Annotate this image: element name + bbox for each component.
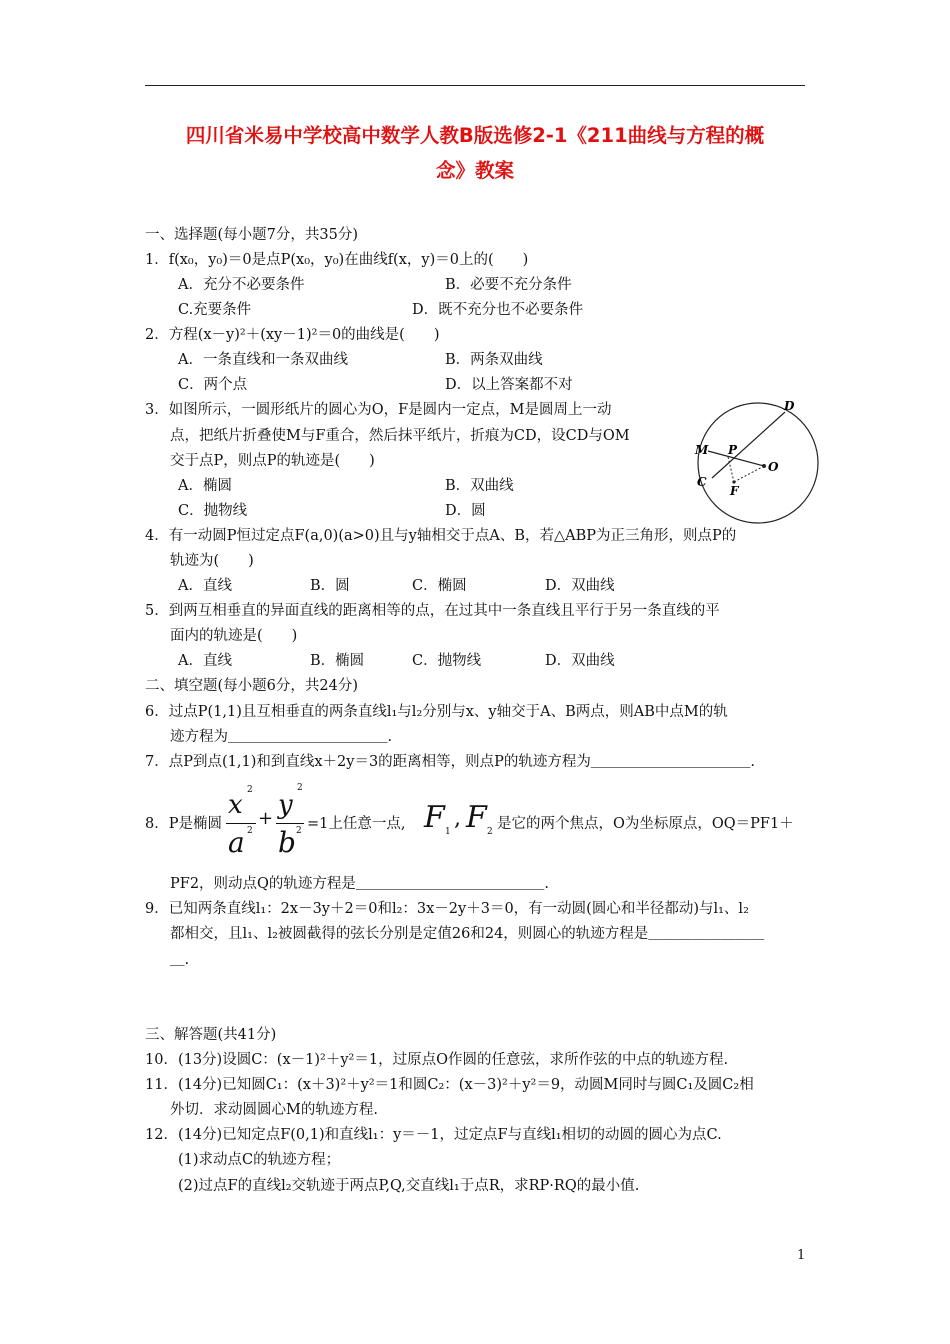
q4-option-c: C．椭圆 [412, 578, 467, 594]
q6-line1: 6．过点P(1,1)且互相垂直的两条直线l₁与l₂分别与x、y轴交于A、B两点，则AB中点M的轨 [145, 704, 728, 720]
fig-line-fo [734, 466, 764, 482]
page-number: 1 [797, 1248, 806, 1263]
q10-text: 10．(13分)设圆C：(x－1)²＋y²＝1，过原点O作圆的任意弦，求所作弦的中点的轨迹方程. [145, 1052, 729, 1068]
section2-heading: 二、填空题(每小题6分，共24分) [145, 678, 358, 694]
q3-line1: 3．如图所示，一圆形纸片的圆心为O，F是圆内一定点，M是圆周上一动 [145, 402, 612, 418]
section3-heading: 三、解答题(共41分) [145, 1027, 277, 1043]
q8-frac1-bar [226, 823, 256, 824]
q3-circle-figure [690, 398, 830, 533]
q4-option-b: B．圆 [310, 578, 350, 594]
q8-f2-sub: 2 [487, 827, 493, 837]
q4-option-d: D．双曲线 [545, 578, 615, 594]
q5-option-b: B．椭圆 [310, 653, 365, 669]
q11-line1: 11．(14分)已知圆C₁：(x＋3)²＋y²＝1和圆C₂：(x－3)²＋y²＝9，动圆M同时与圆C₁及圆C₂相 [145, 1077, 754, 1093]
q3-option-a: A．椭圆 [178, 478, 232, 494]
q6-line2: 迹方程为＿＿＿＿＿＿＿＿＿＿＿. [170, 729, 393, 745]
header-rule [145, 85, 805, 86]
fig-label-f: F [730, 484, 739, 498]
q9-line3: ＿. [170, 952, 190, 968]
q8-f1-sub: 1 [445, 827, 451, 837]
q4-option-a: A．直线 [178, 578, 232, 594]
doc-title-line2: 念》教案 [435, 159, 514, 182]
q9-line1: 9．已知两条直线l₁：2x－3y＋2＝0和l₂：3x－2y＋3＝0，有一动圆(圆心和半径都动)与l₁、l₂ [145, 901, 749, 917]
q8-suffix: 是它的两个焦点，O为坐标原点，OQ＝PF1＋ [497, 816, 794, 832]
q1-option-a: A．充分不必要条件 [178, 277, 305, 293]
fig-label-o: O [768, 460, 779, 474]
q8-frac1-num: x [228, 790, 243, 820]
q3-option-d: D．圆 [445, 503, 486, 519]
fig-label-p: P [728, 443, 738, 457]
q5-option-d: D．双曲线 [545, 653, 615, 669]
q4-line2: 轨迹为( ) [170, 553, 254, 569]
q8-f2: F [466, 800, 487, 835]
q1-stem: 1．f(x₀，y₀)＝0是点P(x₀，y₀)在曲线f(x，y)＝0上的( ) [145, 252, 529, 268]
q1-option-c: C.充要条件 [178, 302, 252, 318]
doc-title-line1: 四川省米易中学校高中数学人教B版选修2-1《211曲线与方程的概 [185, 124, 765, 147]
q8-frac1-num-exp: 2 [247, 785, 253, 795]
q5-option-c: C．抛物线 [412, 653, 482, 669]
q11-line2: 外切．求动圆圆心M的轨迹方程. [170, 1102, 378, 1118]
section1-heading: 一、选择题(每小题7分，共35分) [145, 227, 358, 243]
q8-frac2-num-exp: 2 [297, 783, 303, 793]
q8-f1: F [424, 800, 445, 835]
q8-line2: PF2，则动点Q的轨迹方程是＿＿＿＿＿＿＿＿＿＿＿＿＿. [170, 876, 550, 892]
fig-label-m: M [695, 443, 709, 457]
q9-line2: 都相交，且l₁、l₂被圆截得的弦长分别是定值26和24，则圆心的轨迹方程是＿＿＿＿＿＿＿＿ [170, 926, 765, 942]
fig-circle [698, 403, 818, 523]
q8-frac1-den-exp: 2 [247, 826, 253, 836]
q7-text: 7．点P到点(1,1)和到直线x＋2y＝3的距离相等，则点P的轨迹方程为＿＿＿＿＿＿＿＿＿＿＿. [145, 754, 756, 770]
q5-line1: 5．到两互相垂直的异面直线的距离相等的点，在过其中一条直线且平行于另一条直线的平 [145, 603, 720, 619]
q2-option-b: B．两条双曲线 [445, 352, 543, 368]
q2-option-a: A．一条直线和一条双曲线 [178, 352, 348, 368]
q8-prefix: 8．P是椭圆 [145, 816, 222, 832]
fig-label-c: C [697, 475, 707, 489]
q1-option-b: B．必要不充分条件 [445, 277, 572, 293]
q8-mid: =1上任意一点, [307, 816, 406, 832]
q2-option-c: C．两个点 [178, 377, 248, 393]
q2-stem: 2．方程(x－y)²＋(xy－1)²＝0的曲线是( ) [145, 327, 440, 343]
fig-center-dot [762, 464, 766, 468]
q3-line3: 交于点P，则点P的轨迹是( ) [170, 453, 375, 469]
q12-line3: (2)过点F的直线l₂交轨迹于两点P,Q,交直线l₁于点R，求RP·RQ的最小值. [178, 1178, 640, 1194]
q5-line2: 面内的轨迹是( ) [170, 628, 298, 644]
q8-frac1-den: a [228, 826, 245, 859]
q1-option-d: D．既不充分也不必要条件 [412, 302, 584, 318]
q8-frac2-den: b [278, 826, 296, 859]
q8-plus: + [258, 808, 274, 829]
q8-frac2-bar [276, 823, 304, 824]
q3-line2: 点，把纸片折叠使M与F重合，然后抹平纸片，折痕为CD，设CD与OM [170, 428, 630, 444]
fig-label-d: D [784, 399, 795, 413]
q3-option-b: B．双曲线 [445, 478, 514, 494]
q3-option-c: C．抛物线 [178, 503, 248, 519]
q12-line1: 12．(14分)已知定点F(0,1)和直线l₁：y＝－1，过定点F与直线l₁相切的动圆的圆心为点C. [145, 1127, 722, 1143]
q8-frac2-den-exp: 2 [296, 826, 302, 836]
q5-option-a: A．直线 [178, 653, 232, 669]
q4-line1: 4．有一动圆P恒过定点F(a,0)(a>0)且与y轴相交于点A、B，若△ABP为正三角形，则点P的 [145, 528, 737, 544]
q12-line2: (1)求动点C的轨迹方程； [178, 1152, 341, 1168]
q8-frac2-num: y [278, 790, 293, 820]
q2-option-d: D．以上答案都不对 [445, 377, 573, 393]
q8-f-comma: , [454, 806, 461, 831]
